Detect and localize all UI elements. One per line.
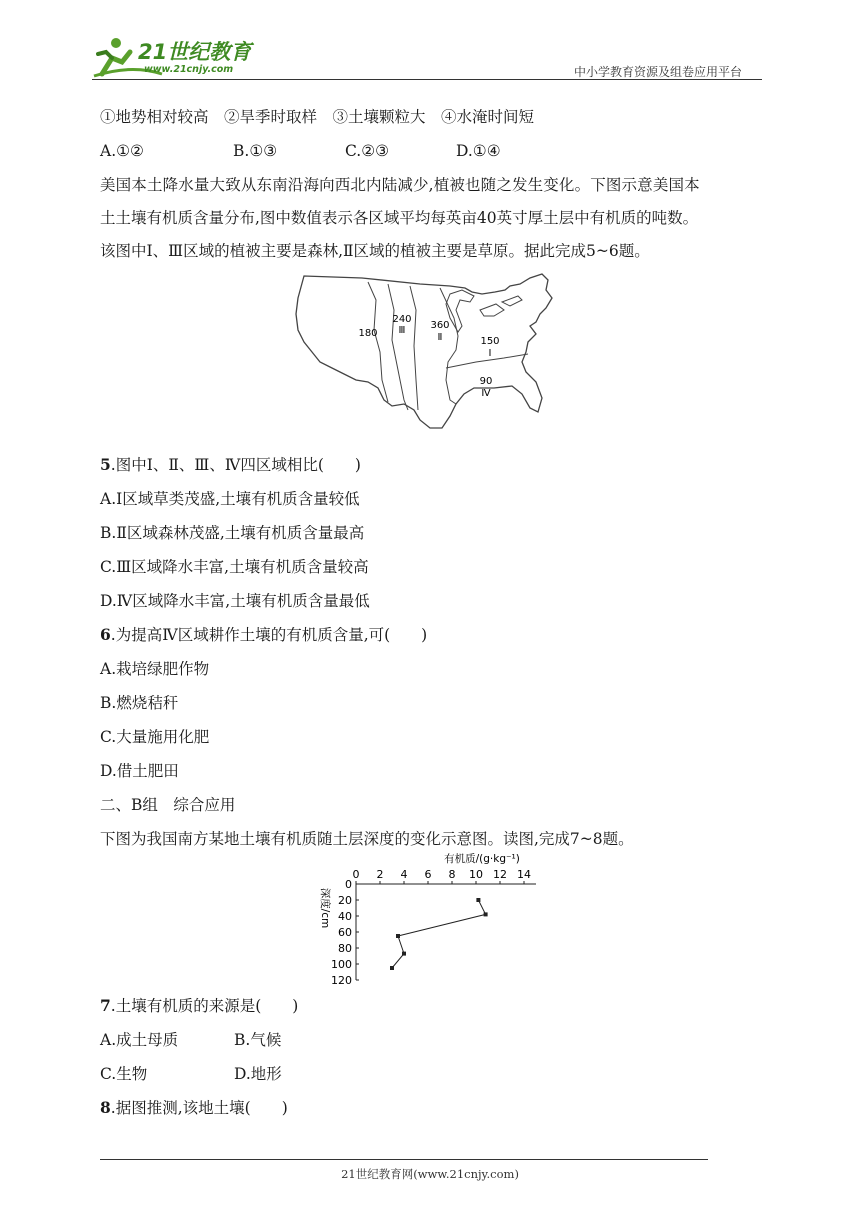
chart-series-line [392, 900, 486, 968]
q5-stem: 5.图中Ⅰ、Ⅱ、Ⅲ、Ⅳ四区域相比( ) [100, 455, 361, 474]
map-label-240: 240 [392, 314, 412, 325]
chart-y-tick-label: 20 [338, 894, 352, 907]
q5-option-d: D.Ⅳ区域降水丰富,土壤有机质含量最低 [100, 592, 370, 610]
q7-option-a: A.成土母质 [100, 1031, 179, 1049]
q5-option-b: B.Ⅱ区域森林茂盛,土壤有机质含量最高 [100, 524, 365, 542]
chart-ylabel: 深度/cm [319, 887, 331, 929]
footer-text: 21世纪教育网(www.21cnjy.com) [341, 1167, 519, 1181]
q7-stem: 7.土壤有机质的来源是( ) [100, 996, 299, 1015]
chart-data-point [390, 966, 394, 970]
chart-y-tick-label: 40 [338, 910, 352, 923]
chart-x-tick-label: 6 [424, 868, 432, 881]
logo-text: 21世纪教育 [138, 40, 252, 64]
section-intro: 下图为我国南方某地土壤有机质随土层深度的变化示意图。读图,完成7~8题。 [100, 830, 634, 848]
passage-line-1: 美国本土降水量大致从东南沿海向西北内陆减少,植被也随之发生变化。下图示意美国本 [100, 176, 700, 194]
us-outline [296, 274, 552, 428]
q6-option-c: C.大量施用化肥 [100, 728, 210, 746]
header-rule [92, 79, 762, 80]
q6-option-a: A.栽培绿肥作物 [100, 660, 210, 678]
chart-xlabel: 有机质/(g·kg⁻¹) [444, 853, 520, 865]
chart-y-tick-label: 0 [345, 878, 352, 891]
us-soil-map [290, 270, 565, 442]
passage-line-3: 该图中Ⅰ、Ⅲ区域的植被主要是森林,Ⅱ区域的植被主要是草原。据此完成5~6题。 [100, 242, 650, 260]
map-region-ii: Ⅱ [437, 332, 443, 343]
chart-y-tick-label: 120 [331, 974, 352, 987]
chart-x-tick-label: 2 [376, 868, 384, 881]
map-region-i: Ⅰ [488, 348, 492, 359]
q7-option-d: D.地形 [234, 1065, 282, 1083]
q8-stem: 8.据图推测,该地土壤( ) [100, 1098, 288, 1117]
map-label-150: 150 [480, 336, 500, 347]
q6-option-d: D.借土肥田 [100, 762, 179, 780]
organic-matter-depth-chart [300, 850, 550, 988]
map-region-iii: Ⅲ [398, 325, 406, 336]
map-label-360: 360 [430, 320, 450, 331]
header-platform-name: 中小学教育资源及组卷应用平台 [574, 65, 743, 79]
q4-option-c: C.②③ [345, 142, 390, 160]
map-region-iv: Ⅳ [481, 388, 491, 399]
chart-y-tick-label: 100 [331, 958, 352, 971]
q5-option-a: A.Ⅰ区域草类茂盛,土壤有机质含量较低 [100, 490, 360, 508]
chart-data-point [402, 952, 406, 956]
chart-data-point [476, 898, 480, 902]
q4-option-a: A.①② [100, 142, 144, 160]
logo-url: www.21cnjy.com [144, 64, 234, 75]
chart-data-point [484, 912, 488, 916]
q4-option-d: D.①④ [456, 142, 501, 160]
chart-x-tick-label: 4 [400, 868, 408, 881]
chart-y-tick-label: 60 [338, 926, 352, 939]
footer-rule [100, 1159, 708, 1160]
section-title: 二、B组 综合应用 [100, 796, 236, 814]
map-label-90: 90 [479, 376, 493, 387]
q6-stem: 6.为提高Ⅳ区域耕作土壤的有机质含量,可( ) [100, 625, 428, 644]
q7-option-b: B.气候 [234, 1031, 282, 1049]
q4-statements: ①地势相对较高 ②旱季时取样 ③土壤颗粒大 ④水淹时间短 [100, 108, 535, 126]
passage-line-2: 土土壤有机质含量分布,图中数值表示各区域平均每英亩40英寸厚土层中有机质的吨数。 [100, 209, 699, 227]
q6-option-b: B.燃烧秸秆 [100, 694, 179, 712]
chart-x-tick-label: 14 [517, 868, 531, 881]
map-label-180: 180 [358, 328, 378, 339]
q4-option-b: B.①③ [233, 142, 278, 160]
chart-x-tick-label: 8 [448, 868, 456, 881]
q7-option-c: C.生物 [100, 1065, 148, 1083]
chart-data-point [396, 934, 400, 938]
chart-y-tick-label: 80 [338, 942, 352, 955]
chart-x-tick-label: 12 [493, 868, 507, 881]
q5-option-c: C.Ⅲ区域降水丰富,土壤有机质含量较高 [100, 558, 369, 576]
header-logo [92, 34, 272, 80]
chart-x-tick-label: 0 [352, 868, 360, 881]
chart-x-tick-label: 10 [469, 868, 483, 881]
